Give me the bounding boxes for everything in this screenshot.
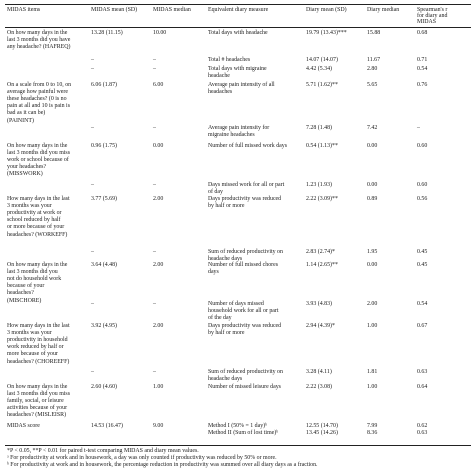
table-row-item-line: (MISSWORK): [7, 171, 43, 178]
table-row-diary-median: 0.00: [367, 262, 378, 268]
table-row-item-line: How many days in the last: [7, 323, 70, 329]
table-row-diary-measure-line: days: [208, 269, 219, 276]
table-row-diary-measure-line: Average pain intensity of all: [208, 82, 275, 88]
table-row-diary-measure-line: Total days with migraine: [208, 66, 267, 72]
table-row-midas-mean: –: [91, 57, 94, 63]
table-row-item-line: headaches? (MISLEISR): [7, 412, 67, 419]
table-row-midas-mean: 3.77 (5.69): [91, 196, 118, 202]
table-row-diary-measure-line: headache days: [208, 376, 243, 383]
table-row-diary-measure-line: Method II (Sum of lost time)ᵇ: [208, 430, 279, 437]
table-row-diary-measure-line: Method I (50% = 1 day)ᵇ: [208, 423, 267, 429]
header-spearman-line-1: Spearman's r: [417, 7, 448, 13]
table-row-midas-mean: –: [91, 249, 94, 255]
table-row-midas-mean: 6.06 (1.87): [91, 82, 118, 88]
table-row-item-line: On a scale from 0 to 10, on: [7, 82, 72, 88]
table-row-item-line: last 3 months did you miss: [7, 150, 71, 157]
table-row-diary-median: 0.89: [367, 196, 378, 202]
table-row-midas-median: 2.00: [153, 262, 164, 268]
table-row-diary-measure-line: headache: [208, 73, 230, 80]
table-row-diary-mean: 2.22 (3.08): [306, 384, 333, 390]
table-row-item-line: (MISCHORE): [7, 297, 42, 304]
table-row-diary-measure-line: headache days: [208, 256, 243, 263]
table-row-diary-measure-line: Number of missed leisure days: [208, 384, 281, 390]
table-row-diary-mean: 3.93 (4.83): [306, 301, 333, 307]
table-row-diary-measure-line: by half or more: [208, 203, 245, 210]
table-row-spearman: 0.76: [417, 82, 428, 88]
table-row-diary-measure-line: Sum of reduced productivity on: [208, 249, 283, 255]
table-row-spearman: 0.68: [417, 30, 428, 36]
table-row-diary-median: 1.81: [367, 369, 378, 375]
table-row-diary-mean: 19.79 (13.43)***: [306, 30, 347, 36]
table-row-diary-mean: 3.28 (4.11): [306, 369, 332, 375]
table-row-diary-measure-line: Total days with headache: [208, 30, 268, 36]
table-row-spearman: 0.60: [417, 182, 428, 188]
table-row-diary-measure-line: Days missed work for all or part: [208, 182, 285, 188]
table-row-spearman: –: [417, 125, 420, 131]
table-row-diary-median: 0.00: [367, 143, 378, 149]
table-row-item-line: school reduced by half: [7, 217, 61, 224]
table-row-midas-median: –: [153, 125, 156, 131]
table-row-item-line: last 3 months did you have: [7, 37, 71, 44]
table-row-item-line: On how many days in the: [7, 262, 68, 268]
table-row-item-line: headaches? (WORKEFF): [7, 231, 68, 238]
table-row-diary-median: 15.88: [367, 30, 381, 36]
table-row-item-line: 3 months was your: [7, 330, 52, 337]
table-row-item-line: any headache? (HAFREQ): [7, 44, 71, 51]
table-row-diary-median: 1.00: [367, 384, 378, 390]
table-row-diary-measure-line: Number of full missed work days: [208, 143, 288, 149]
table-row-diary-mean: 12.55 (14.70) 13.45 (14.26): [306, 423, 338, 437]
table-row-diary-measure-line: household work for all or part: [208, 308, 279, 315]
table-row-diary-mean: 2.94 (4.39)*: [306, 323, 335, 329]
table-row-item-line: activities because of your: [7, 405, 68, 412]
header-equivalent-diary-measure: Equivalent diary measure: [208, 7, 269, 13]
top-rule: [5, 4, 471, 5]
table-row-diary-median: 5.65: [367, 82, 378, 88]
table-row-spearman: 0.45: [417, 249, 428, 255]
table-row-item-line: bad as it can be): [7, 110, 46, 117]
table-row-midas-median: 10.00: [153, 30, 167, 36]
table-row-diary-measure-line: by half or more: [208, 330, 245, 337]
table-row-diary-measure-line: of the day: [208, 315, 232, 322]
table-row-diary-mean: 1.23 (1.93): [306, 182, 333, 188]
table-row-midas-median: –: [153, 57, 156, 63]
table-row-spearman: 0.67: [417, 323, 428, 329]
table-row-midas-median: 9.00: [153, 423, 164, 429]
table-row-diary-measure-line: Number of full missed chores: [208, 262, 279, 268]
table-row-item-line: headaches? (CHOREEFF): [7, 358, 70, 365]
table-row-diary-mean: 7.28 (1.48): [306, 125, 333, 131]
table-row-item-line: these headaches? (0 is no: [7, 96, 67, 103]
table-row-midas-median: –: [153, 369, 156, 375]
table-row-midas-median: 6.00: [153, 82, 164, 88]
table-row-midas-mean: 3.92 (4.95): [91, 323, 118, 329]
footnote-significance: *P < 0.05, **P < 0.01 for paired t-test comparing MIDAS and diary mean values.: [7, 448, 199, 454]
table-row-item-line: or more because of your: [7, 224, 65, 231]
table-row-diary-mean: 2.22 (3.09)**: [306, 196, 338, 202]
header-midas-mean: MIDAS mean (SD): [91, 7, 138, 13]
table-row-diary-median: 1.00: [367, 323, 378, 329]
table-row-midas-mean: –: [91, 125, 94, 131]
header-spearman-line-2: for diary and: [417, 13, 448, 19]
table-row-midas-median: 2.00: [153, 196, 164, 202]
header-rule: [5, 27, 471, 28]
table-row-item-line: productivity at work or: [7, 210, 62, 217]
table-row-item-line: work reduced by half or: [7, 344, 64, 351]
table-row-item-line: average how painful were: [7, 89, 69, 96]
table-row-diary-measure-line: migraine headaches: [208, 132, 255, 139]
table-row-midas-mean: 13.28 (11.15): [91, 30, 123, 36]
table-row-diary-median: 2.00: [367, 301, 378, 307]
table-row-midas-mean: 14.53 (16.47): [91, 423, 123, 429]
table-row-midas-mean: 2.60 (4.60): [91, 384, 118, 390]
table-row-spearman: 0.54: [417, 301, 428, 307]
table-row-midas-mean: –: [91, 66, 94, 72]
table-row-diary-mean: 0.54 (1.13)**: [306, 143, 338, 149]
table-row-diary-median: 11.67: [367, 57, 381, 63]
table-row-diary-median: 1.95: [367, 249, 378, 255]
table-row-midas-median: –: [153, 66, 156, 72]
table-row-midas-median: –: [153, 301, 156, 307]
header-diary-median: Diary median: [367, 7, 400, 13]
table-row-midas-median: 0.00: [153, 143, 164, 149]
table-row-midas-median: 2.00: [153, 323, 164, 329]
table-row-diary-mean: 2.83 (2.74)*: [306, 249, 335, 255]
table-row-diary-mean: 4.42 (5.34): [306, 66, 333, 72]
table-row-spearman: 0.56: [417, 196, 428, 202]
table-row-diary-measure-line: Days productivity was reduced: [208, 196, 282, 202]
table-row-spearman: 0.71: [417, 57, 428, 63]
table-row-midas-median: –: [153, 182, 156, 188]
bottom-rule: [5, 445, 471, 446]
table-row-item-line: productivity in household: [7, 337, 68, 344]
table-row-diary-median: 2.80: [367, 66, 378, 72]
table-row-spearman: 0.60: [417, 143, 428, 149]
table-row-spearman: 0.45: [417, 262, 428, 268]
table-row-diary-median: 7.42: [367, 125, 378, 131]
footnote-b: ᵇ For productivity at work and in housework, the percentage reduction in productivity was summed over all diary days as a fraction.: [7, 462, 318, 468]
table-row-item-line: last 3 months did you: [7, 269, 58, 276]
table-row-diary-measure-line: headaches: [208, 89, 233, 96]
table-row-item-line: On how many days in the: [7, 143, 68, 149]
table-row-midas-mean: –: [91, 301, 94, 307]
table-row-item-line: How many days in the last: [7, 196, 70, 202]
table-row-midas-median: –: [153, 249, 156, 255]
table-row-item-line: work or school because of: [7, 157, 69, 164]
table-row-diary-mean: 1.14 (2.65)**: [306, 262, 338, 268]
table-row-diary-mean: 5.71 (1.62)**: [306, 82, 338, 88]
table-row-item-line: On how many days in the: [7, 384, 68, 390]
table-row-diary-median: 7.99 8.36: [367, 423, 378, 437]
table-row-item-line: not do household work: [7, 276, 62, 283]
table-row-spearman: 0.63: [417, 369, 428, 375]
header-diary-mean: Diary mean (SD): [306, 7, 347, 13]
table-row-midas-mean: 3.64 (4.48): [91, 262, 118, 268]
table-row-item-line: more because of your: [7, 351, 58, 358]
table-row-item-line: because of your: [7, 283, 45, 290]
table-row-diary-mean: 14.07 (14.07): [306, 57, 338, 63]
table-row-midas-mean: –: [91, 369, 94, 375]
table-row-item-line: headaches?: [7, 290, 34, 297]
table-row-item-line: MIDAS score: [7, 423, 40, 429]
table-row-item-line: 3 months was your: [7, 203, 52, 210]
table-row-item-line: family, social, or leisure: [7, 398, 64, 405]
header-midas-items: MIDAS items: [7, 7, 41, 13]
table-row-diary-median: 0.00: [367, 182, 378, 188]
table-row-diary-measure-line: Number of days missed: [208, 301, 264, 307]
table-row-item-line: pain at all and 10 is pain is: [7, 103, 70, 110]
table-row-item-line: (PAININT): [7, 117, 34, 124]
table-row-diary-measure-line: Average pain intensity for: [208, 125, 270, 131]
table-row-midas-mean: –: [91, 182, 94, 188]
table-row-item-line: last 3 months did you miss: [7, 391, 71, 398]
table-row-diary-measure-line: Days productivity was reduced: [208, 323, 282, 329]
table-row-diary-measure-line: Sum of reduced productivity on: [208, 369, 283, 375]
footnote-a: ᵃ For productivity at work and in housework, a day was only counted if productivity was reduced by 50% or more.: [7, 455, 277, 461]
table-row-spearman: 0.54: [417, 66, 428, 72]
header-spearman-line-3: MIDAS: [417, 19, 436, 25]
table-row-midas-median: 1.00: [153, 384, 164, 390]
table-row-diary-measure-line: Total # headaches: [208, 57, 251, 63]
table-row-spearman: 0.62 0.63: [417, 423, 428, 437]
table-row-midas-mean: 0.96 (1.75): [91, 143, 118, 149]
table-row-spearman: 0.64: [417, 384, 428, 390]
header-midas-median: MIDAS median: [153, 7, 191, 13]
table-row-item-line: your headaches?: [7, 164, 47, 171]
table-row-item-line: On how many days in the: [7, 30, 68, 36]
table-row-diary-measure-line: of day: [208, 189, 223, 196]
